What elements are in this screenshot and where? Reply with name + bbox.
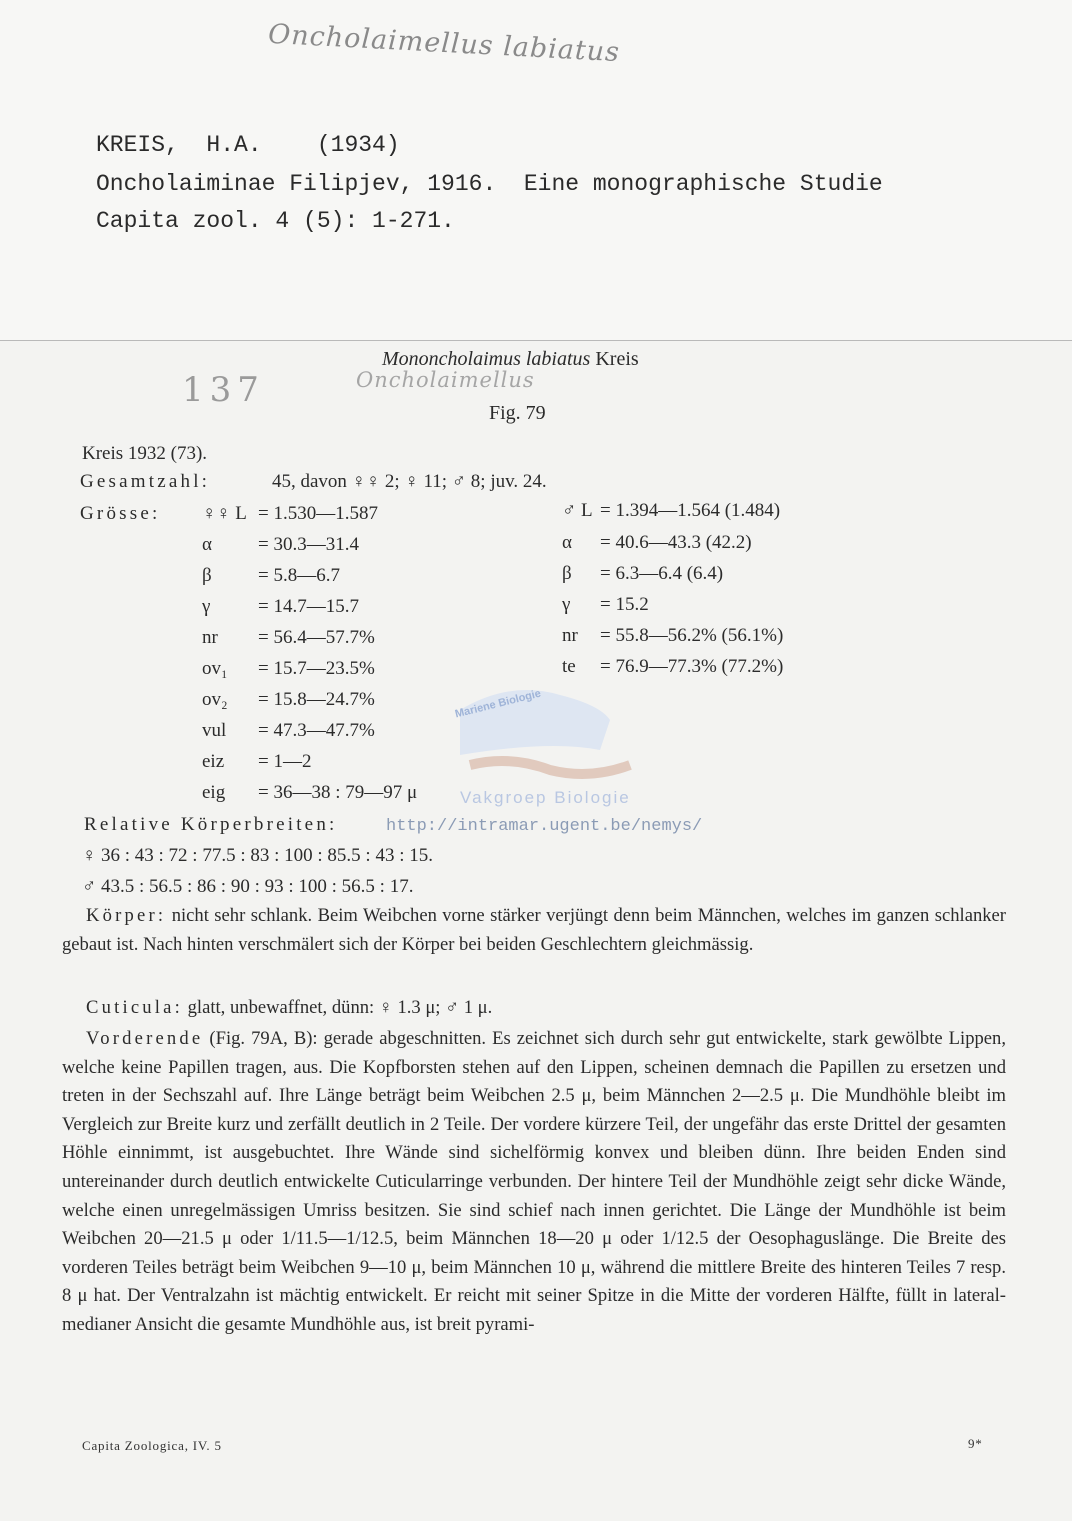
species-title: [382, 348, 639, 371]
koerper-label: Körper:: [86, 905, 167, 926]
cuticula-paragraph: [62, 994, 1006, 1023]
measure-val-m5: = 76.9—77.3% (77.2%): [600, 656, 784, 677]
measure-val-f8: = 1—2: [258, 751, 312, 772]
vorderende-paragraph: [62, 1025, 1006, 1340]
measure-val-f5: = 15.7—23.5%: [258, 658, 375, 679]
vorderende-label: Vorderende: [86, 1028, 204, 1049]
watermark-url: http://intramar.ugent.be/nemys/: [386, 817, 703, 836]
size-label: Grösse:: [80, 503, 161, 524]
measure-val-f6: = 15.8—24.7%: [258, 689, 375, 710]
footer-journal: Capita Zoologica, IV. 5: [82, 1438, 222, 1453]
measure-key-f5: ov₁: [202, 658, 228, 679]
figure-reference: Fig. 79: [489, 402, 546, 424]
measure-key-m5: te: [562, 656, 576, 677]
reference-line-1: KREIS, H.A. (1934): [96, 132, 400, 158]
measure-key-m4: nr: [562, 625, 578, 646]
species-title-italic: Mononcholaimus labiatus: [382, 348, 591, 370]
measure-val-f0: = 1.530—1.587: [258, 503, 378, 524]
handwritten-page-number: 137: [182, 370, 265, 410]
measure-val-f9: = 36—38 : 79—97 μ: [258, 782, 418, 803]
measure-key-f2: β: [202, 565, 212, 586]
measure-key-m1: α: [562, 532, 572, 553]
reference-line-2: Oncholaiminae Filipjev, 1916. Eine monographische Studie: [96, 171, 883, 197]
measure-key-f4: nr: [202, 627, 218, 648]
measure-key-f7: vul: [202, 720, 227, 741]
measure-key-m2: β: [562, 563, 572, 584]
watermark-top-text: Mariene Biologie: [453, 687, 543, 721]
koerper-text: nicht sehr schlank. Beim Weibchen vorne stärker verjüngt denn beim Männchen, welches im ganzen schlanker gebaut ist. Nach hinten verschmälert sich der Körper bei beiden Geschlechtern gleichmässig.: [62, 905, 1007, 955]
measure-val-m3: = 15.2: [600, 594, 649, 615]
measure-val-m0: = 1.394—1.564 (1.484): [600, 500, 781, 521]
measure-val-m1: = 40.6—43.3 (42.2): [600, 532, 752, 553]
measure-val-f3: = 14.7—15.7: [258, 596, 359, 617]
cuticula-text: glatt, unbewaffnet, dünn: ♀ 1.3 μ; ♂ 1 μ.: [187, 997, 493, 1018]
measure-key-m3: γ: [562, 594, 571, 615]
koerper-paragraph: [62, 902, 1006, 959]
measure-val-f1: = 30.3—31.4: [258, 534, 359, 555]
measure-val-f4: = 56.4—57.7%: [258, 627, 375, 648]
measure-key-f9: eig: [202, 782, 226, 803]
watermark-wave-icon: [440, 670, 660, 790]
total-value: 45, davon ♀♀ 2; ♀ 11; ♂ 8; juv. 24.: [272, 471, 547, 492]
reference-line-3: Capita zool. 4 (5): 1-271.: [96, 208, 455, 234]
watermark-bottom-text: Vakgroep Biologie: [460, 788, 631, 807]
measure-key-f6: ov₂: [202, 689, 228, 710]
total-label: Gesamtzahl:: [80, 471, 211, 492]
relative-widths-female: ♀ 36 : 43 : 72 : 77.5 : 83 : 100 : 85.5 : 43 : 15.: [82, 845, 433, 866]
relative-widths-male: ♂ 43.5 : 56.5 : 86 : 90 : 93 : 100 : 56.5 : 17.: [82, 876, 414, 897]
source-line: Kreis 1932 (73).: [82, 443, 208, 464]
footer-signature-mark: 9*: [968, 1436, 983, 1451]
cuticula-label: Cuticula:: [86, 997, 183, 1018]
measure-val-m2: = 6.3—6.4 (6.4): [600, 563, 724, 584]
handwritten-species-note: Oncholaimellus labiatus: [267, 18, 621, 69]
species-author: Kreis: [595, 348, 639, 370]
watermark-logo: [440, 670, 660, 810]
vorderende-text: (Fig. 79A, B): gerade abgeschnitten. Es zeichnet sich durch sehr gut entwickelte, stark gewölbte Lippen, welche keine Papillen tragen, aus. Die Kopfborsten stehen auf den Lippen, scheinen demnach die Papillen zu ersetzen und treten in der Sechszahl auf. Ihre Länge beträgt beim Weibchen 2.5 μ, beim Männchen 2—2.5 μ. Die Mundhöhle bleibt im Vergleich zur Breite kurz und zerfällt deutlich in 2 Teile. Der vordere kürzere Teil, der ungefähr das erste Drittel der gesamten Höhle einnimmt, ist ausgebuchtet. Ihre Wände sind sichelförmig konvex und bleiben dünn. Ihre beiden Enden sind untereinander durch deutlich entwickelte Cuticularringe verbunden. Der hintere Teil der Mundhöhle zeigt sehr dicke Wände, welche einen unregelmässigen Umriss besitzen. Sie sind schief nach innen gerichtet. Die Länge der Mundhöhle ist beim Weibchen 20—21.5 μ oder 1/11.5—1/12.5, beim Männchen 18—20 μ oder 1/12.5 der Oesophaguslänge. Die Breite des vorderen Teiles beträgt beim Weibchen 9—10 μ, beim Männchen 10 μ, während die mittlere Breite des hinteren Teiles 7 resp. 8 μ hat. Der Ventralzahn ist mächtig entwickelt. Er reicht mit seiner Spitze in die Mitte der vorderen Hälfte, füllt in lateral-medianer Ansicht die gesamte Mundhöhle aus, ist breit pyrami-: [62, 1028, 1006, 1335]
measure-val-f2: = 5.8—6.7: [258, 565, 340, 586]
measure-key-f0: ♀♀ L: [202, 503, 247, 524]
handwritten-genus-note: Oncholaimellus: [356, 368, 535, 392]
relative-widths-label: Relative Körperbreiten:: [84, 814, 338, 835]
measure-val-m4: = 55.8—56.2% (56.1%): [600, 625, 784, 646]
measure-key-f1: α: [202, 534, 212, 555]
measure-key-f3: γ: [202, 596, 211, 617]
measure-key-f8: eiz: [202, 751, 225, 772]
measure-key-m0: ♂ L: [562, 500, 593, 521]
measure-val-f7: = 47.3—47.7%: [258, 720, 375, 741]
